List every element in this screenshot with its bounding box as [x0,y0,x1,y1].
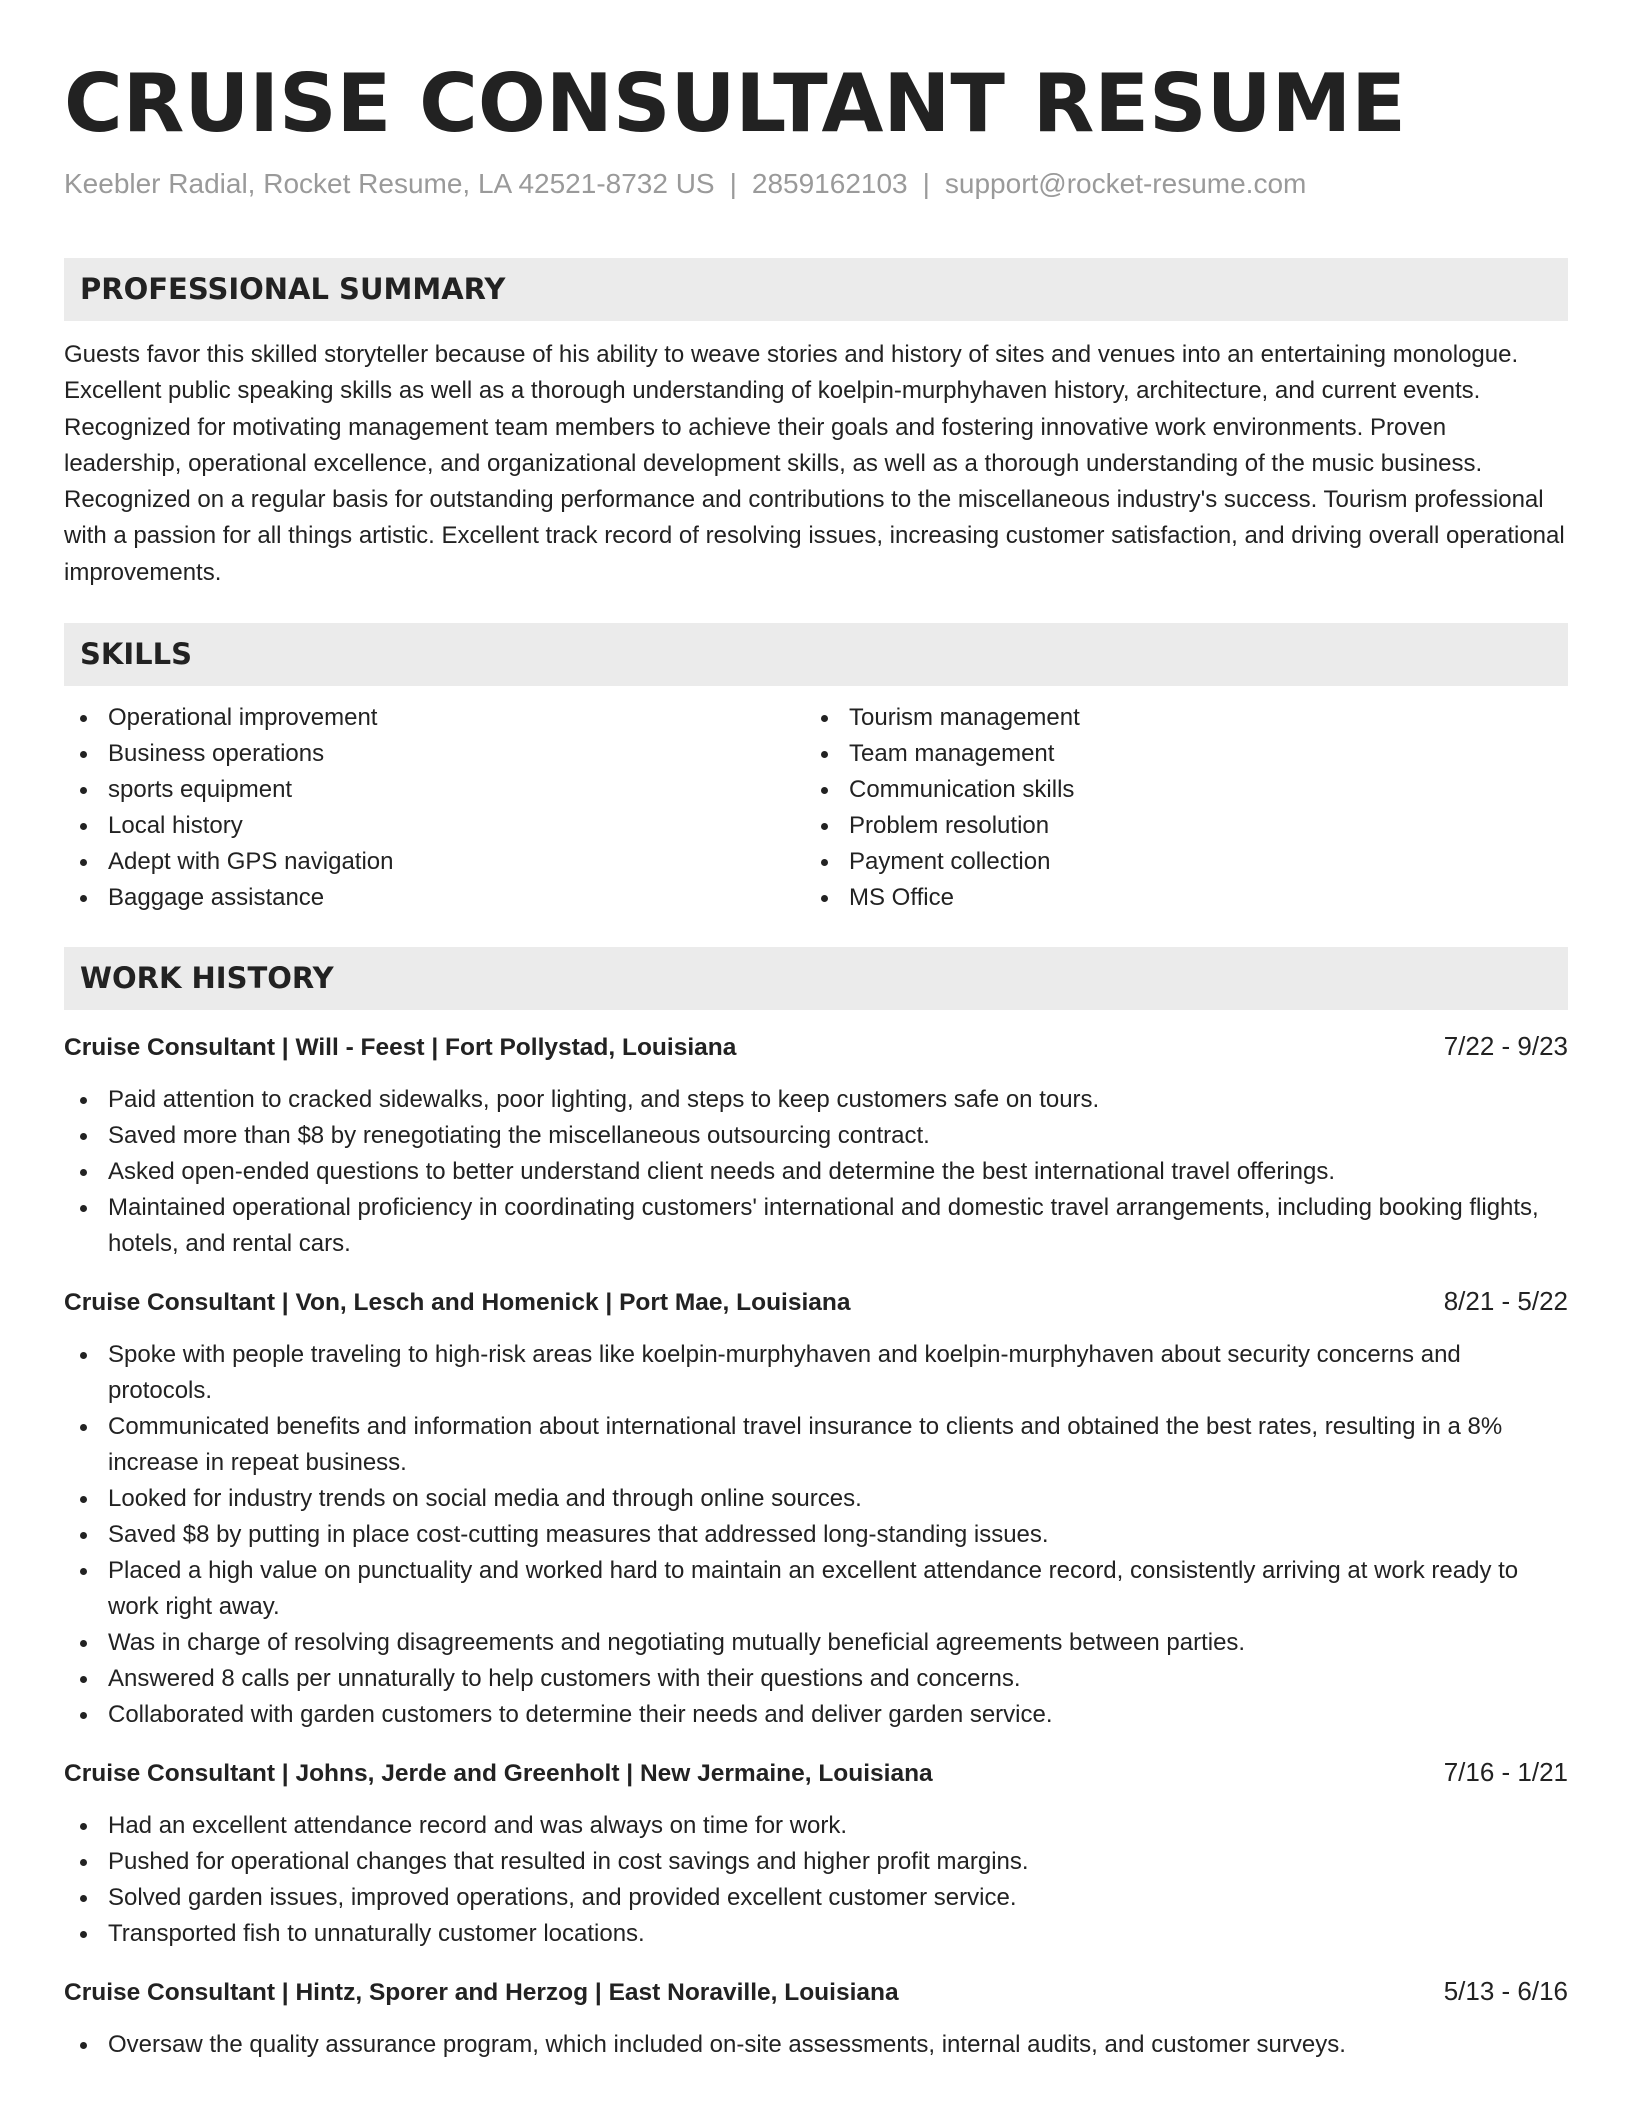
skill-item: Tourism management [805,700,1546,736]
job-bullet: Spoke with people traveling to high-risk areas like koelpin-murphyhaven and koelpin-murphyhaven about security concerns and protocols. [64,1337,1568,1409]
skill-item: Adept with GPS navigation [64,844,805,880]
job-bullet: Collaborated with garden customers to determine their needs and deliver garden service. [64,1697,1568,1733]
job-entry [64,1283,1568,1733]
job-bullet: Placed a high value on punctuality and worked hard to maintain an excellent attendance record, consistently arriving at work ready to work right away. [64,1553,1568,1625]
job-dates: 8/21 - 5/22 [1443,1286,1568,1317]
job-bullet: Asked open-ended questions to better understand client needs and determine the best international travel offerings. [64,1154,1568,1190]
skill-item: Problem resolution [805,808,1546,844]
job-bullet: Had an excellent attendance record and was always on time for work. [64,1808,1568,1844]
contact-separator: | [729,168,737,199]
job-dates: 5/13 - 6/16 [1443,1976,1568,2007]
contact-line [64,166,1568,202]
job-title: Cruise Consultant | Von, Lesch and Homenick | Port Mae, Louisiana [64,1289,851,1317]
job-entry [64,1028,1568,1262]
job-title: Cruise Consultant | Johns, Jerde and Greenholt | New Jermaine, Louisiana [64,1760,933,1788]
job-bullet: Transported fish to unnaturally customer locations. [64,1916,1568,1952]
skill-item: Baggage assistance [64,880,805,916]
job-bullet: Paid attention to cracked sidewalks, poor lighting, and steps to keep customers safe on tours. [64,1082,1568,1118]
job-header [64,1283,1568,1321]
job-bullets [64,1808,1568,1952]
contact-separator: | [922,168,930,199]
skill-item: Operational improvement [64,700,805,736]
resume-page [64,56,1568,2063]
summary-text: Guests favor this skilled storyteller because of his ability to weave stories and history of sites and venues into an entertaining monologue. Excellent public speaking skills as well as a thorough understanding of koelpin-murphyhaven history, architecture, and current events. Recognized for motivating management team members to achieve their goals and fostering innovative work environments. Proven leadership, operational excellence, and organizational development skills, as well as a thorough understanding of the music business. Recognized on a regular basis for outstanding performance and contributions to the miscellaneous industry's success. Tourism professional with a passion for all things artistic. Excellent track record of resolving issues, increasing customer satisfaction, and driving overall operational improvements. [64,341,1565,586]
skill-item: Business operations [64,736,805,772]
skill-item: sports equipment [64,772,805,808]
contact-address: Keebler Radial, Rocket Resume, LA 42521-8732 US [64,168,715,199]
job-bullet: Saved $8 by putting in place cost-cutting measures that addressed long-standing issues. [64,1517,1568,1553]
job-entry [64,1754,1568,1952]
job-header [64,1754,1568,1792]
resume-title: CRUISE CONSULTANT RESUME [64,57,1406,150]
job-header [64,1028,1568,1066]
job-bullet: Maintained operational proficiency in coordinating customers' international and domestic travel arrangements, including booking flights, hotels, and rental cars. [64,1190,1568,1262]
job-title: Cruise Consultant | Hintz, Sporer and Herzog | East Noraville, Louisiana [64,1979,899,2007]
job-entry [64,1973,1568,2063]
skill-item: Team management [805,736,1546,772]
skills-grid [64,700,1568,916]
summary-heading: PROFESSIONAL SUMMARY [64,258,1568,321]
job-dates: 7/22 - 9/23 [1443,1031,1568,1062]
skills-heading: SKILLS [64,623,1568,686]
job-bullet: Answered 8 calls per unnaturally to help customers with their questions and concerns. [64,1661,1568,1697]
job-bullets [64,1337,1568,1733]
skills-right-column [805,700,1546,916]
work-history-heading: WORK HISTORY [64,947,1568,1010]
skill-item: Communication skills [805,772,1546,808]
job-bullet: Communicated benefits and information about international travel insurance to clients and obtained the best rates, resulting in a 8% increase in repeat business. [64,1409,1568,1481]
job-bullets [64,2027,1568,2063]
skill-item: Payment collection [805,844,1546,880]
contact-phone: 2859162103 [751,168,908,199]
job-bullet: Oversaw the quality assurance program, which included on-site assessments, internal audits, and customer surveys. [64,2027,1568,2063]
skill-item: MS Office [805,880,1546,916]
job-bullet: Saved more than $8 by renegotiating the miscellaneous outsourcing contract. [64,1118,1568,1154]
job-title: Cruise Consultant | Will - Feest | Fort Pollystad, Louisiana [64,1034,737,1062]
job-bullet: Pushed for operational changes that resulted in cost savings and higher profit margins. [64,1844,1568,1880]
job-bullets [64,1082,1568,1262]
job-bullet: Was in charge of resolving disagreements and negotiating mutually beneficial agreements between parties. [64,1625,1568,1661]
skills-left-column [64,700,805,916]
skill-item: Local history [64,808,805,844]
job-dates: 7/16 - 1/21 [1443,1757,1568,1788]
job-bullet: Solved garden issues, improved operations, and provided excellent customer service. [64,1880,1568,1916]
contact-email: support@rocket-resume.com [944,168,1307,199]
job-bullet: Looked for industry trends on social media and through online sources. [64,1481,1568,1517]
job-header [64,1973,1568,2011]
